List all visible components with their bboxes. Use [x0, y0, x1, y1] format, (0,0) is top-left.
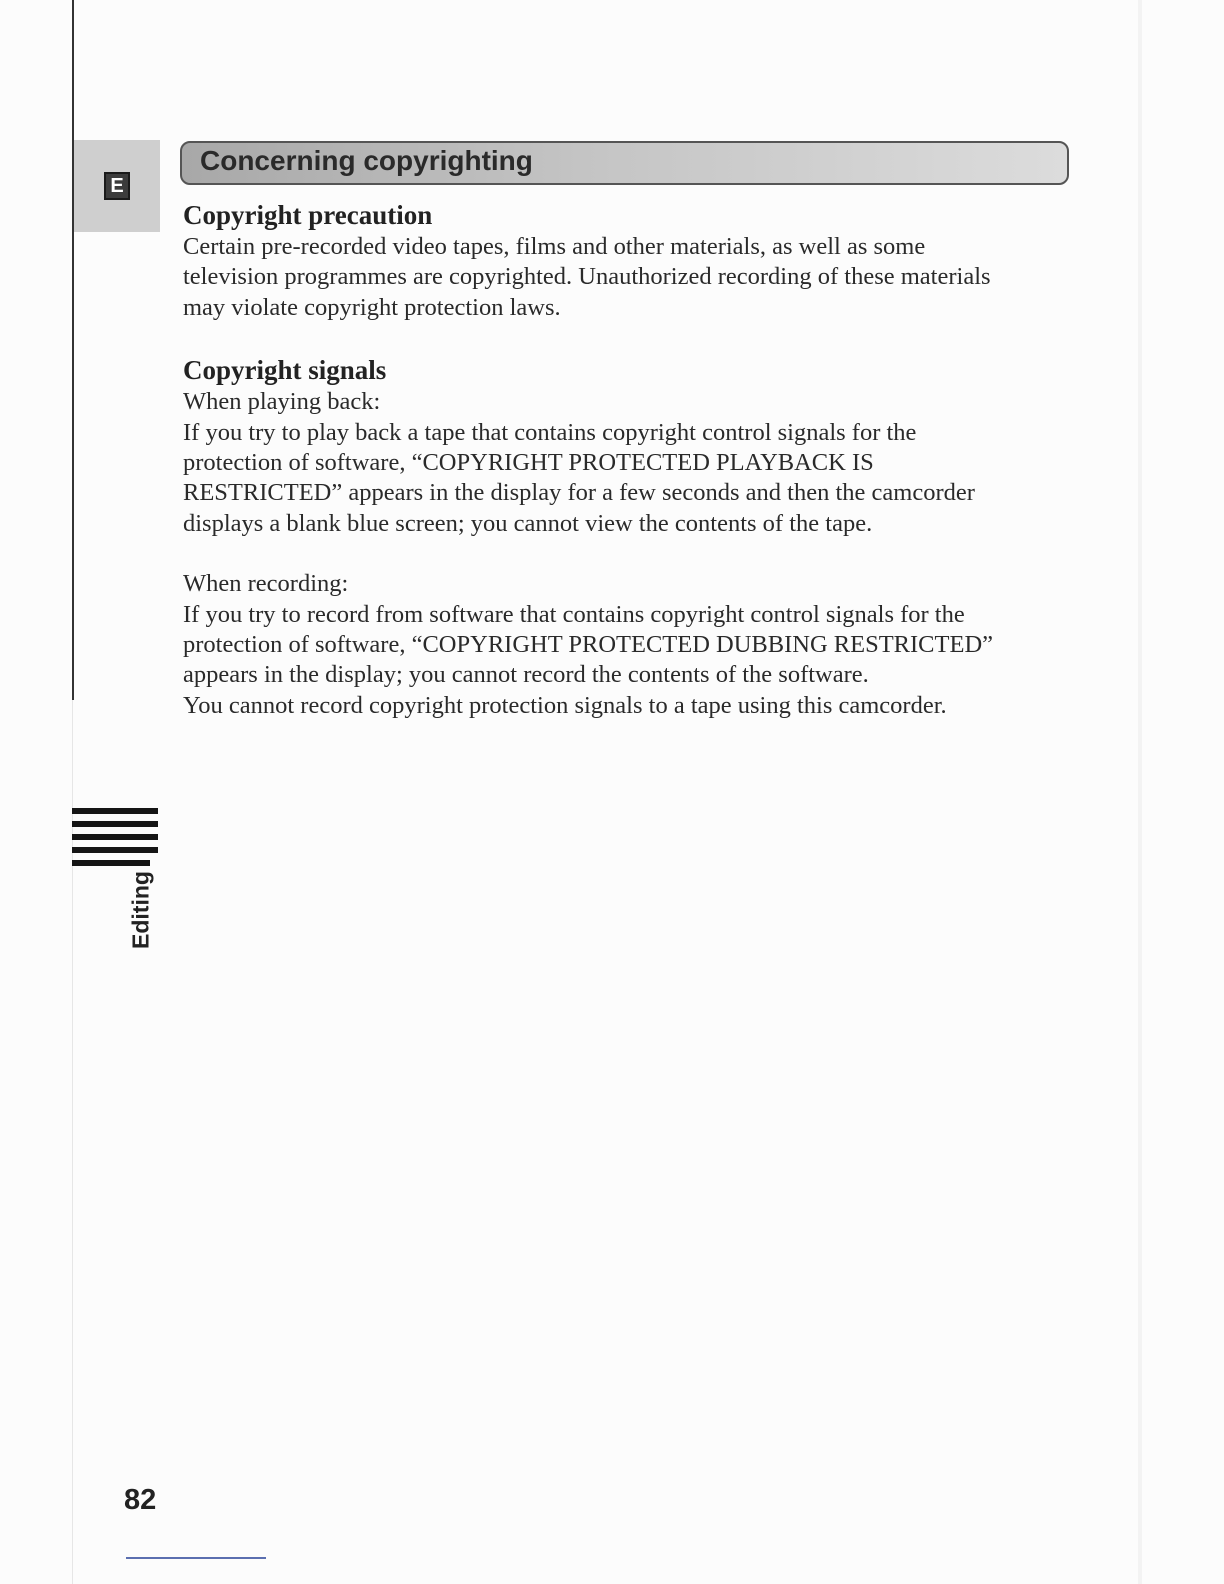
stripe	[72, 834, 158, 840]
left-margin-rule	[72, 0, 74, 700]
language-indicator: E	[104, 172, 130, 200]
section-banner	[180, 141, 1069, 185]
precaution-heading: Copyright precaution	[183, 200, 433, 230]
playback-line: displays a blank blue screen; you cannot view the contents of the tape.	[183, 509, 873, 537]
precaution-line: Certain pre-recorded video tapes, films and other materials, as well as some	[183, 233, 926, 260]
precaution-line: television programmes are copyrighted. Unauthorized recording of these materials	[183, 263, 991, 291]
recording-line: protection of software, “COPYRIGHT PROTECTED DUBBING RESTRICTED”	[183, 631, 994, 659]
recording-line: You cannot record copyright protection signals to a tape using this camcorder.	[183, 691, 947, 719]
chapter-label: Editing	[127, 871, 154, 949]
playback-line: protection of software, “COPYRIGHT PROTECTED PLAYBACK IS	[183, 449, 874, 477]
playback-line: RESTRICTED” appears in the display for a few seconds and then the camcorder	[183, 479, 975, 507]
page-edge-shadow	[1138, 0, 1142, 1584]
precaution-line: may violate copyright protection laws.	[183, 293, 561, 321]
recording-line: appears in the display; you cannot record the contents of the software.	[183, 661, 869, 689]
signals-heading: Copyright signals	[183, 355, 387, 386]
spacer	[183, 323, 1083, 353]
section-title: Concerning copyrighting	[200, 145, 533, 176]
recording-label: When recording:	[183, 570, 349, 598]
playback-label: When playing back:	[183, 388, 381, 416]
stripe	[72, 808, 158, 814]
footer-rule	[126, 1557, 266, 1559]
playback-line: If you try to play back a tape that contains copyright control signals for the	[183, 418, 917, 446]
page-content	[183, 198, 1083, 721]
page-number: 82	[124, 1484, 157, 1516]
stripe	[72, 860, 150, 866]
chapter-stripes	[72, 808, 158, 866]
stripe	[72, 821, 158, 827]
recording-line: If you try to record from software that contains copyright control signals for the	[183, 600, 965, 628]
spacer	[183, 539, 1083, 569]
stripe	[72, 847, 158, 853]
